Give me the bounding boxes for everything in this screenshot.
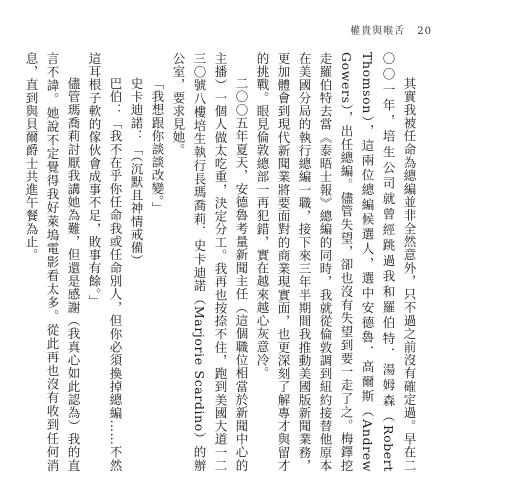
page-number: 20 bbox=[417, 26, 432, 37]
paragraph: 其實我被任命為總編並非全然意外，只不過之前沒有確定過。早在二〇〇一年，培生公司就曾經跳過我和羅伯特．湯姆森（Robert Thomson），這兩位總編候選人，選中安德魯．高爾斯（Andrew Gowers），出任總編。儘管失望，卻也沒有失望到要一走了之。梅鐸挖走羅伯特去當《泰晤士報》總編的同時，我就從倫敦調到紐約接替他原本在美國分局的執行總編一職，接下來三年半期間我推動美國版新聞業務，更加體會到現代新聞業將要面對的商業現實面，也更深刻了解專才與留才的挑戰。眼見倫敦總部一再犯錯，實在越來越心灰意冷。 bbox=[255, 52, 417, 472]
vertical-body-text bbox=[24, 52, 420, 472]
paragraph: 巴伯：「我不在乎你任命我或任命別人，但你必須換掉總編……不然這耳根子軟的傢伙會成事不足，敗事有餘。」 bbox=[87, 52, 123, 472]
paragraph: 儘管瑪喬莉討厭我講她為難，但還是感謝（我真心如此認為）我的直言不諱。她說不定覺得我好萊塢電影看太多。從此再也沒有收到任何消息，直到與貝爾爵士共進午餐為止。 bbox=[24, 52, 81, 472]
paragraph: 二〇〇五年夏天，安德魯考量新聞主任（這個職位相當於新聞中心的主播）一個人做太吃重，決定分工。我再也按捺不住，跑到美國大道一二三〇號八樓培生執行長瑪喬莉．史卡迪諾（Marjorie Scardino）的辦公室，要求見她。 bbox=[171, 52, 249, 472]
paragraph: 「我想跟你談談改變。」 bbox=[150, 77, 165, 215]
paragraph: 史卡迪諾：「（沉默且神情戒備） bbox=[129, 77, 144, 268]
header-title: 權貴與喉舌 bbox=[350, 26, 406, 37]
running-header bbox=[350, 22, 432, 37]
